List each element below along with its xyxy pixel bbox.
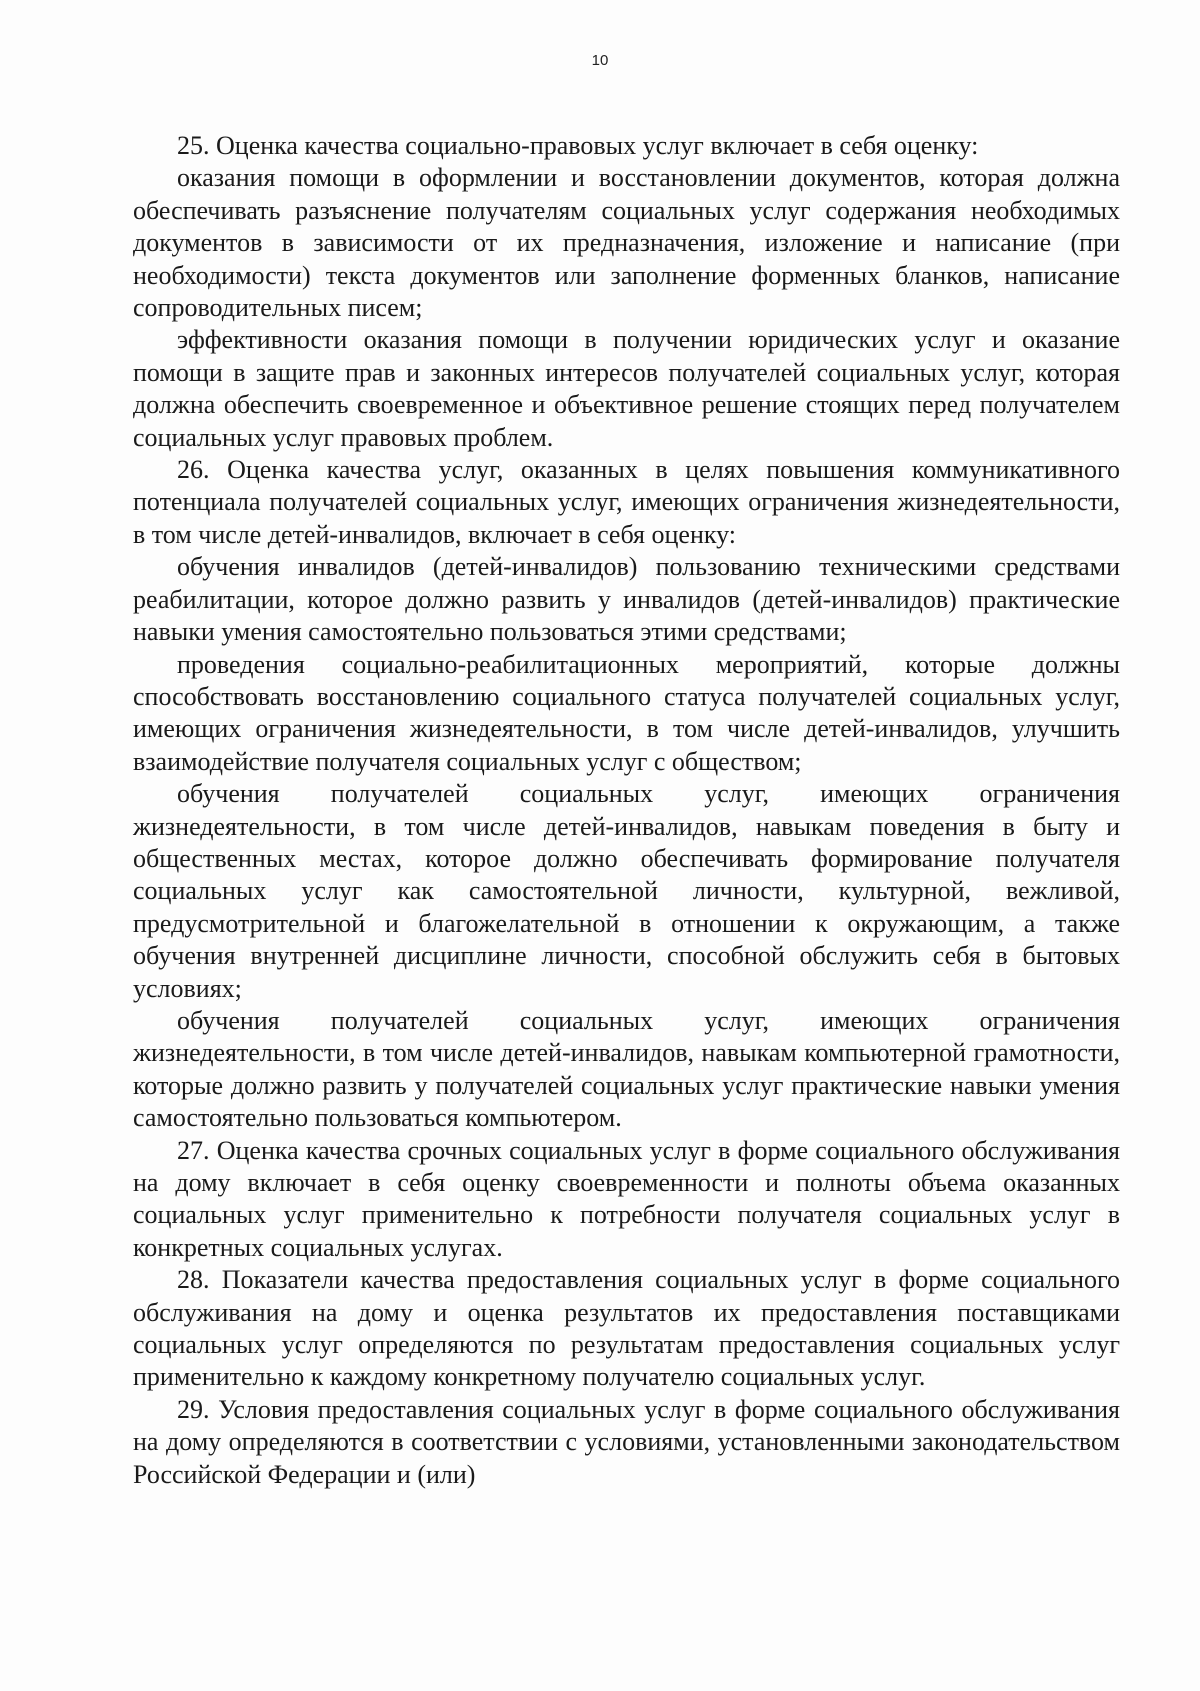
paragraph-25-item-legal-help: эффективности оказания помощи в получении юридических услуг и оказание помощи в защите прав и законных интересов получателей социальных услуг, которая должна обеспечить своевременное и объективное решение стоящих перед получателем социальных услуг правовых проблем. bbox=[133, 325, 1120, 452]
paragraph-25: 25. Оценка качества социально-правовых услуг включает в себя оценку: bbox=[177, 131, 979, 160]
document-body bbox=[133, 130, 1120, 1491]
paragraph-26-item-rehab-means: обучения инвалидов (детей-инвалидов) пользованию техническими средствами реабилитации, которое должно развить у инвалидов (детей-инвалидов) практические навыки умения самостоятельно пользоваться этими средствами; bbox=[133, 552, 1120, 647]
paragraph-25-item-documents: оказания помощи в оформлении и восстановлении документов, которая должна обеспечивать разъяснение получателям социальных услуг содержания необходимых документов в зависимости от их предназначения, изложение и написание (при необходимости) текста документов или заполнение форменных бланков, написание сопроводительных писем; bbox=[133, 163, 1120, 323]
paragraph-29: 29. Условия предоставления социальных услуг в форме социального обслуживания на дому определяются в соответствии с условиями, установленными законодательством Российской Федерации и (или) bbox=[133, 1394, 1120, 1489]
paragraph-26-item-computer-literacy: обучения получателей социальных услуг, имеющих ограничения жизнедеятельности, в том числе детей-инвалидов, навыкам компьютерной грамотности, которые должно развить у получателей социальных услуг практические навыки умения самостоятельно пользоваться компьютером. bbox=[133, 1005, 1120, 1133]
paragraph-26-item-behavior-skills: обучения получателей социальных услуг, имеющих ограничения жизнедеятельности, в том числе детей-инвалидов, навыкам поведения в быту и общественных местах, которое должно обеспечивать формирование получателя социальных услуг как самостоятельной личности, культурной, вежливой, предусмотрительной и благожелательной в отношении к окружающим, а также обучения внутренней дисциплине личности, способной обслужить себя в бытовых условиях; bbox=[133, 779, 1120, 1003]
paragraph-26: 26. Оценка качества услуг, оказанных в целях повышения коммуникативного потенциала получателей социальных услуг, имеющих ограничения жизнедеятельности, в том числе детей-инвалидов, включает в себя оценку: bbox=[133, 455, 1120, 549]
paragraph-27: 27. Оценка качества срочных социальных услуг в форме социального обслуживания на дому включает в себя оценку своевременности и полноты объема оказанных социальных услуг применительно к потребности получателя социальных услуг в конкретных социальных услугах. bbox=[133, 1135, 1120, 1262]
paragraph-28: 28. Показатели качества предоставления социальных услуг в форме социального обслуживания на дому и оценка результатов их предоставления поставщиками социальных услуг определяются по результатам предоставления социальных услуг применительно к каждому конкретному получателю социальных услуг. bbox=[133, 1265, 1120, 1392]
paragraph-26-item-rehab-events: проведения социально-реабилитационных мероприятий, которые должны способствовать восстановлению социального статуса получателей социальных услуг, имеющих ограничения жизнедеятельности, в том числе детей-инвалидов, улучшить взаимодействие получателя социальных услуг с обществом; bbox=[133, 649, 1120, 776]
page-number: 10 bbox=[591, 52, 609, 69]
